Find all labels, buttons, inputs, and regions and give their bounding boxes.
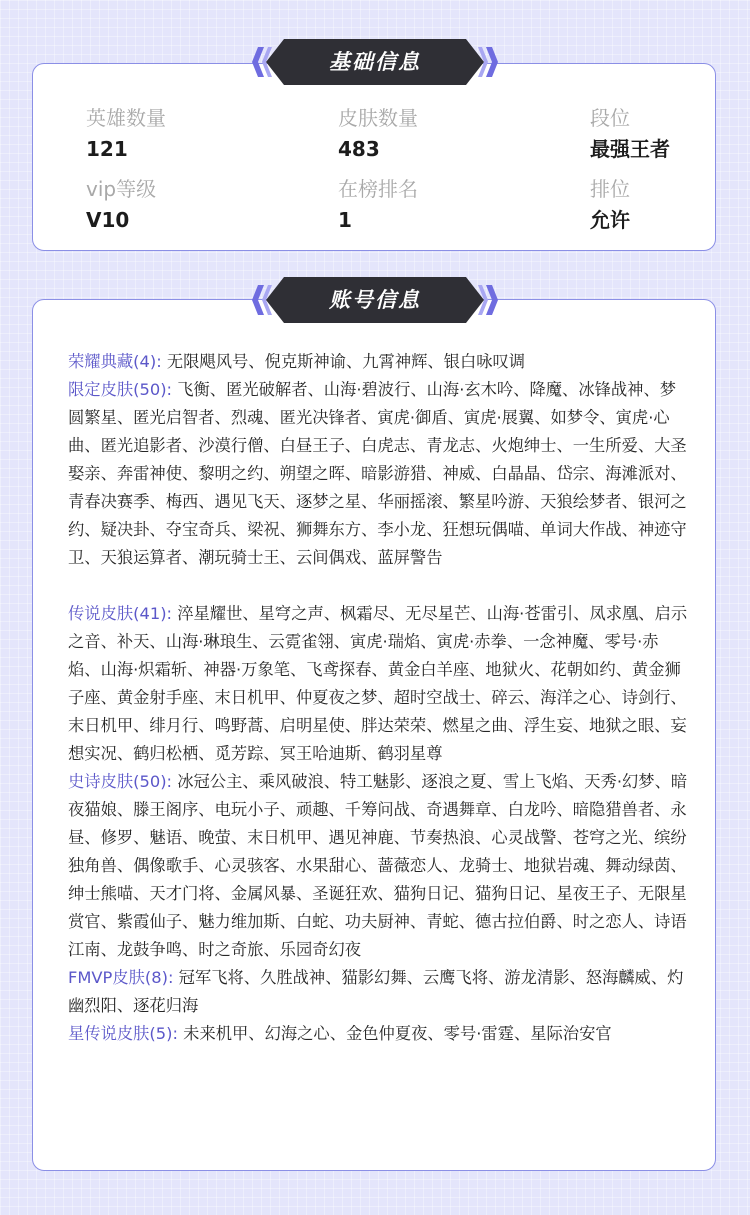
stat-ranked-allowed [590,177,630,232]
stat-leaderboard-rank [338,177,418,232]
category-label: 荣耀典藏(4): [68,352,162,371]
stat-label: 皮肤数量 [338,106,418,130]
stat-value: 允许 [590,208,630,232]
stat-value: V10 [86,208,130,232]
category-items: 淬星耀世、星穹之声、枫霜尽、无尽星芒、山海·苍雷引、凤求凰、启示之音、补天、山海·琳琅生、云霓雀翎、寅虎·瑞焰、寅虎·赤拳、一念神魔、零号·赤焰、山海·炽霜斩、神器·万象笔、飞鸢探春、黄金白羊座、地狱火、花朝如约、黄金狮子座、黄金射手座、末日机甲、仲夏夜之梦、超时空战士、碎云、海洋之心、诗剑行、末日机甲、绯月行、鸣野蒿、启明星使、胖达荣荣、燃星之曲、浮生妄、地狱之眼、妄想实况、鹤归松栖、觅芳踪、冥王哈迪斯、鹤羽星尊 [68,604,688,763]
stat-value: 1 [338,208,352,232]
category-items: 未来机甲、幻海之心、金色仲夏夜、零号·雷霆、星际治安官 [183,1024,612,1043]
stat-label: 英雄数量 [86,106,166,130]
stat-rank-tier [590,106,670,161]
category-label: 传说皮肤(41): [68,604,173,623]
stat-value: 最强王者 [590,137,670,161]
skin-category-glory [68,348,690,376]
category-items: 飞衡、匿光破解者、山海·碧波行、山海·玄木吟、降魔、冰锋战神、梦圆繁星、匿光启智者、烈魂、匿光决锋者、寅虎·御盾、寅虎·展翼、如梦令、寅虎·心曲、匿光追影者、沙漠行僧、白昼王子、白虎志、青龙志、火炮绅士、一生所爱、大圣娶亲、奔雷神使、黎明之约、朔望之晖、暗影游猎、神威、白晶晶、岱宗、海滩派对、青春决赛季、梅西、遇见飞天、逐梦之星、华丽摇滚、繁星吟游、天狼绘梦者、银河之约、疑决卦、夺宝奇兵、梁祝、狮舞东方、李小龙、狂想玩偶喵、单词大作战、神迹守卫、天狼运算者、潮玩骑士王、云间偶戏、蓝屏警告 [68,380,687,567]
skin-category-fmvp [68,964,690,1020]
category-label: 星传说皮肤(5): [68,1024,178,1043]
skin-category-star-legend [68,1020,690,1048]
stat-label: 在榜排名 [338,177,418,201]
stat-value: 483 [338,137,380,161]
stat-label: vip等级 [86,177,157,201]
category-label: 限定皮肤(50): [68,380,173,399]
stat-value: 121 [86,137,128,161]
basic-info-header [248,39,502,85]
stat-skin-count [338,106,418,161]
skin-list [68,348,690,1048]
skin-category-limited [68,376,690,572]
stat-vip-level [86,177,156,232]
stat-label: 段位 [590,106,630,130]
category-items: 无限飓风号、倪克斯神谕、九霄神辉、银白咏叹调 [166,352,526,371]
section-title: 基础信息 [329,50,421,74]
category-label: FMVP皮肤(8): [68,968,174,987]
section-title: 账号信息 [329,288,421,312]
stat-hero-count [86,106,166,161]
account-info-header [248,277,502,323]
skin-category-epic [68,768,690,964]
category-items: 冠军飞将、久胜战神、猫影幻舞、云鹰飞将、游龙清影、怒海麟威、灼幽烈阳、逐花归海 [68,968,684,1015]
category-items: 冰冠公主、乘风破浪、特工魅影、逐浪之夏、雪上飞焰、天秀·幻梦、暗夜猫娘、滕王阁序、电玩小子、顽趣、千筹问战、奇遇舞章、白龙吟、暗隐猎兽者、永昼、修罗、魅语、晚萤、末日机甲、遇见神鹿、节奏热浪、心灵战警、苍穹之光、缤纷独角兽、偶像歌手、心灵骇客、水果甜心、蔷薇恋人、龙骑士、地狱岩魂、舞动绿茵、绅士熊喵、天才门将、金属风暴、圣诞狂欢、猫狗日记、猫狗日记、星夜王子、无限星赏官、紫霞仙子、魅力维加斯、白蛇、功夫厨神、青蛇、德古拉伯爵、时之恋人、诗语江南、龙鼓争鸣、时之奇旅、乐园奇幻夜 [68,772,688,959]
category-label: 史诗皮肤(50): [68,772,173,791]
stat-label: 排位 [590,177,630,201]
skin-category-legend [68,600,690,768]
basic-info-card [32,63,716,251]
